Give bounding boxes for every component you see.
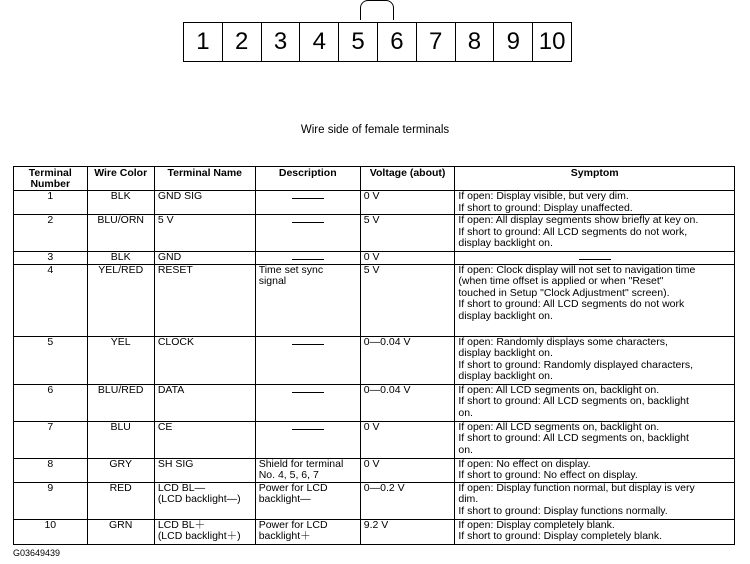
cell-wire-color: GRY [87, 458, 154, 482]
cell-voltage: 0 V [360, 191, 455, 215]
cell-symptom [455, 252, 735, 265]
table-row [14, 336, 735, 384]
cell-terminal-name-line: LCD BL＋ [157, 518, 206, 531]
cell-terminal-number: 5 [14, 336, 88, 384]
cell-symptom-line: If short to ground: Display functions normally. [458, 504, 668, 517]
table-row [14, 252, 735, 265]
cell-symptom-line: If open: Randomly displays some characters, [458, 335, 668, 348]
connector-pin-8: 8 [456, 23, 495, 61]
empty-dash [292, 222, 324, 223]
cell-terminal-name [154, 336, 255, 384]
cell-symptom-line: display backlight on. [458, 370, 553, 382]
cell-symptom [455, 384, 735, 421]
cell-description [255, 384, 360, 421]
cell-terminal-name [154, 215, 255, 252]
cell-symptom-line: If open: Display visible, but very dim. [458, 190, 629, 202]
cell-symptom [455, 191, 735, 215]
cell-terminal-number: 2 [14, 215, 88, 252]
cell-terminal-name-line: GND [157, 251, 182, 263]
cell-terminal-name-line: DATA [157, 383, 185, 396]
header-description: Description [255, 167, 360, 191]
cell-terminal-name-line: CE [157, 420, 173, 433]
cell-voltage: 0—0.2 V [360, 482, 455, 519]
table-row [14, 482, 735, 519]
cell-symptom-line: If short to ground: All LCD segments do not work, [458, 225, 688, 238]
terminal-spec-table [13, 166, 735, 545]
cell-voltage: 5 V [360, 215, 455, 252]
table-header-row [14, 167, 735, 191]
cell-symptom-line: If open: All LCD segments on, backlight on. [458, 383, 660, 396]
cell-wire-color: BLK [87, 252, 154, 265]
cell-symptom-line: If open: Clock display will not set to navigation time [458, 263, 696, 276]
cell-terminal-name [154, 482, 255, 519]
cell-wire-color: YEL/RED [87, 264, 154, 336]
cell-symptom-line: touched in Setup "Clock Adjustment" screen). [458, 286, 670, 299]
cell-symptom-line: If short to ground: All LCD segments do not work [458, 298, 685, 310]
cell-wire-color: BLK [87, 191, 154, 215]
table-row [14, 264, 735, 336]
cell-description [255, 458, 360, 482]
cell-terminal-number: 6 [14, 384, 88, 421]
cell-symptom-line: display backlight on. [458, 237, 553, 249]
cell-description [255, 191, 360, 215]
cell-wire-color: BLU [87, 421, 154, 458]
empty-dash [292, 344, 324, 345]
table-row [14, 458, 735, 482]
cell-description-line: No. 4, 5, 6, 7 [258, 469, 319, 481]
cell-symptom-line: If short to ground: Display completely blank. [458, 530, 663, 542]
cell-symptom-line: display backlight on. [458, 309, 553, 322]
cell-symptom-line: If short to ground: Display unaffected. [458, 201, 633, 214]
cell-description-line: backlight＋ [258, 530, 311, 542]
cell-terminal-name [154, 458, 255, 482]
cell-voltage: 0 V [360, 252, 455, 265]
cell-terminal-number: 3 [14, 252, 88, 265]
cell-voltage: 0—0.04 V [360, 336, 455, 384]
header-symptom: Symptom [455, 167, 735, 191]
empty-dash [292, 392, 324, 393]
empty-dash [579, 259, 611, 260]
cell-symptom-line: If open: Display completely blank. [458, 518, 615, 531]
empty-dash [292, 429, 324, 430]
cell-wire-color: GRN [87, 519, 154, 544]
cell-wire-color: BLU/ORN [87, 215, 154, 252]
connector-caption: Wire side of female terminals [300, 124, 450, 136]
cell-terminal-name-line: (LCD backlight＋) [157, 530, 241, 542]
connector-pin-7: 7 [417, 23, 456, 61]
cell-terminal-name-line: RESET [157, 263, 193, 276]
cell-terminal-name-line: CLOCK [157, 335, 194, 348]
cell-terminal-name-line: SH SIG [157, 457, 194, 470]
cell-terminal-name-line: LCD BL— [157, 481, 206, 494]
cell-voltage: 5 V [360, 264, 455, 336]
table-row [14, 384, 735, 421]
cell-symptom-line: If open: No effect on display. [458, 457, 591, 470]
table-row [14, 421, 735, 458]
cell-terminal-name [154, 191, 255, 215]
cell-symptom-line: If short to ground: No effect on display. [458, 469, 638, 481]
cell-symptom-line: If short to ground: Randomly displayed characters, [458, 358, 693, 371]
cell-symptom [455, 264, 735, 336]
cell-terminal-number: 8 [14, 458, 88, 482]
connector-pin-5: 5 [339, 23, 378, 61]
cell-symptom-line: If short to ground: All LCD segments on, backlight [458, 395, 689, 407]
cell-symptom [455, 482, 735, 519]
cell-voltage: 0—0.04 V [360, 384, 455, 421]
cell-symptom-line: If open: All display segments show briefly at key on. [458, 214, 699, 226]
header-terminal-name: Terminal Name [154, 167, 255, 191]
connector-pin-10: 10 [538, 28, 566, 55]
cell-symptom-line: (when time offset is applied or when "Reset" [458, 275, 664, 287]
cell-terminal-name-line: 5 V [157, 214, 174, 226]
cell-description-line: Power for LCD [258, 481, 328, 494]
cell-symptom [455, 458, 735, 482]
table-row [14, 215, 735, 252]
cell-terminal-name [154, 421, 255, 458]
cell-wire-color: RED [87, 482, 154, 519]
connector-pin-1: 1 [184, 23, 223, 61]
cell-terminal-number: 4 [14, 264, 88, 336]
cell-description-line: Time set sync [258, 263, 324, 276]
cell-terminal-number: 7 [14, 421, 88, 458]
header-voltage: Voltage (about) [360, 167, 455, 191]
cell-symptom [455, 336, 735, 384]
cell-description-line: Power for LCD [258, 518, 328, 531]
cell-terminal-number: 9 [14, 482, 88, 519]
cell-description [255, 252, 360, 265]
cell-terminal-name-line: (LCD backlight—) [157, 493, 241, 505]
cell-voltage: 9.2 V [360, 519, 455, 544]
cell-symptom-line: dim. [458, 493, 479, 505]
table-row [14, 519, 735, 544]
connector-diagram [183, 22, 572, 62]
cell-description [255, 421, 360, 458]
connector-pin-3: 3 [262, 23, 301, 61]
cell-description-line: signal [258, 275, 287, 287]
connector-pin-4: 4 [300, 23, 339, 61]
empty-dash [292, 259, 324, 260]
cell-terminal-name [154, 264, 255, 336]
cell-description-line: Shield for terminal [258, 457, 344, 470]
cell-voltage: 0 V [360, 421, 455, 458]
cell-terminal-name [154, 519, 255, 544]
cell-description [255, 519, 360, 544]
cell-symptom [455, 215, 735, 252]
cell-terminal-name [154, 252, 255, 265]
cell-symptom-line: on. [458, 443, 473, 456]
cell-symptom-line: If open: Display function normal, but display is very [458, 481, 695, 494]
connector-pin-6: 6 [378, 23, 417, 61]
cell-terminal-name-line: GND SIG [157, 190, 203, 202]
figure-id: G03649439 [13, 548, 61, 558]
cell-terminal-name [154, 384, 255, 421]
empty-dash [292, 198, 324, 199]
cell-description [255, 215, 360, 252]
header-wire-color: Wire Color [87, 167, 154, 191]
cell-symptom-line: display backlight on. [458, 347, 553, 359]
cell-terminal-number: 10 [14, 519, 88, 544]
cell-description-line: backlight— [258, 493, 311, 505]
header-terminal: Terminal Number [14, 167, 88, 191]
cell-description [255, 264, 360, 336]
cell-description [255, 482, 360, 519]
cell-symptom-line: If open: All LCD segments on, backlight on. [458, 420, 660, 433]
connector-pin-2: 2 [223, 23, 262, 61]
cell-symptom-line: on. [458, 406, 473, 419]
connector-lock-tab [360, 0, 394, 20]
cell-symptom-line: If short to ground: All LCD segments on, backlight [458, 432, 689, 444]
cell-description [255, 336, 360, 384]
cell-symptom [455, 421, 735, 458]
table-row [14, 191, 735, 215]
cell-wire-color: YEL [87, 336, 154, 384]
cell-symptom [455, 519, 735, 544]
cell-wire-color: BLU/RED [87, 384, 154, 421]
connector-pin-9: 9 [494, 23, 533, 61]
cell-terminal-number: 1 [14, 191, 88, 215]
cell-voltage: 0 V [360, 458, 455, 482]
